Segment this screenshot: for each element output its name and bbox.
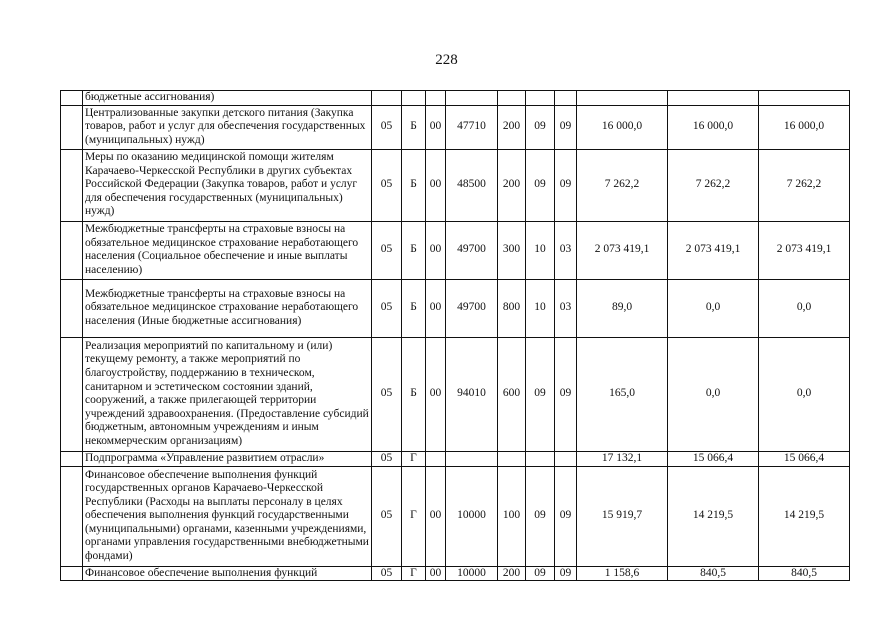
section-cell: 10 xyxy=(526,279,555,337)
description-cell: Реализация мероприятий по капитальному и (или) текущему ремонту, а также мероприятий по благоустройству, поддержанию в техническом, санитарном и эстетическом состоянии зданий, сооружений, а также прилегающей территории учреждений здравоохранения. (Предоставление субсидий бюджетным, автономным учреждениям и иным некоммерческим организациям) xyxy=(83,337,372,451)
direction-code-cell xyxy=(426,91,446,106)
row-number-cell xyxy=(61,337,83,451)
expense-type-cell: 100 xyxy=(498,466,526,566)
amount-year1-cell: 1 158,6 xyxy=(577,566,668,581)
amount-year2-cell: 7 262,2 xyxy=(668,149,759,221)
amount-year1-cell: 165,0 xyxy=(577,337,668,451)
row-number-cell xyxy=(61,566,83,581)
amount-year2-cell xyxy=(668,91,759,106)
amount-year1-cell: 2 073 419,1 xyxy=(577,221,668,279)
target-code-cell: 94010 xyxy=(446,337,498,451)
amount-year2-cell: 14 219,5 xyxy=(668,466,759,566)
subprogram-code-cell: Б xyxy=(402,105,426,149)
description-cell: бюджетные ассигнования) xyxy=(83,91,372,106)
target-code-cell: 48500 xyxy=(446,149,498,221)
amount-year2-cell: 15 066,4 xyxy=(668,451,759,466)
subprogram-code-cell: Б xyxy=(402,221,426,279)
direction-code-cell: 00 xyxy=(426,149,446,221)
direction-code-cell: 00 xyxy=(426,566,446,581)
table-row xyxy=(61,337,850,451)
amount-year1-cell xyxy=(577,91,668,106)
row-number-cell xyxy=(61,105,83,149)
subprogram-code-cell xyxy=(402,91,426,106)
amount-year2-cell: 840,5 xyxy=(668,566,759,581)
program-code-cell: 05 xyxy=(372,466,402,566)
program-code-cell: 05 xyxy=(372,566,402,581)
target-code-cell: 10000 xyxy=(446,566,498,581)
row-number-cell xyxy=(61,91,83,106)
table-row xyxy=(61,105,850,149)
amount-year3-cell: 2 073 419,1 xyxy=(759,221,850,279)
subsection-cell: 09 xyxy=(555,337,577,451)
subprogram-code-cell: Б xyxy=(402,149,426,221)
description-cell: Межбюджетные трансферты на страховые взносы на обязательное медицинское страхование неработающего населения (Иные бюджетные ассигнования) xyxy=(83,279,372,337)
amount-year2-cell: 0,0 xyxy=(668,279,759,337)
amount-year1-cell: 89,0 xyxy=(577,279,668,337)
section-cell: 09 xyxy=(526,337,555,451)
description-cell: Меры по оказанию медицинской помощи жителям Карачаево-Черкесской Республики в других субъектах Российской Федерации (Закупка товаров, работ и услуг для обеспечения государственных (муниципальных) нужд) xyxy=(83,149,372,221)
table-row xyxy=(61,149,850,221)
program-code-cell: 05 xyxy=(372,105,402,149)
subsection-cell: 09 xyxy=(555,105,577,149)
amount-year2-cell: 0,0 xyxy=(668,337,759,451)
amount-year3-cell xyxy=(759,91,850,106)
expense-type-cell: 600 xyxy=(498,337,526,451)
amount-year3-cell: 0,0 xyxy=(759,337,850,451)
section-cell xyxy=(526,451,555,466)
section-cell: 09 xyxy=(526,566,555,581)
subsection-cell xyxy=(555,451,577,466)
row-number-cell xyxy=(61,451,83,466)
target-code-cell: 47710 xyxy=(446,105,498,149)
amount-year3-cell: 15 066,4 xyxy=(759,451,850,466)
program-code-cell: 05 xyxy=(372,279,402,337)
table-row xyxy=(61,91,850,106)
section-cell: 09 xyxy=(526,105,555,149)
amount-year3-cell: 7 262,2 xyxy=(759,149,850,221)
table-row xyxy=(61,451,850,466)
program-code-cell: 05 xyxy=(372,451,402,466)
target-code-cell: 49700 xyxy=(446,221,498,279)
expense-type-cell: 800 xyxy=(498,279,526,337)
amount-year2-cell: 16 000,0 xyxy=(668,105,759,149)
subsection-cell xyxy=(555,91,577,106)
page-number: 228 xyxy=(435,52,458,68)
target-code-cell: 49700 xyxy=(446,279,498,337)
program-code-cell: 05 xyxy=(372,221,402,279)
expense-type-cell: 200 xyxy=(498,105,526,149)
program-code-cell: 05 xyxy=(372,149,402,221)
section-cell: 09 xyxy=(526,149,555,221)
direction-code-cell: 00 xyxy=(426,221,446,279)
expense-type-cell: 200 xyxy=(498,149,526,221)
row-number-cell xyxy=(61,221,83,279)
amount-year3-cell: 16 000,0 xyxy=(759,105,850,149)
budget-table xyxy=(60,90,850,581)
table-row xyxy=(61,279,850,337)
direction-code-cell: 00 xyxy=(426,105,446,149)
row-number-cell xyxy=(61,466,83,566)
expense-type-cell: 200 xyxy=(498,566,526,581)
amount-year3-cell: 0,0 xyxy=(759,279,850,337)
subsection-cell: 09 xyxy=(555,149,577,221)
subprogram-code-cell: Г xyxy=(402,451,426,466)
table-row xyxy=(61,466,850,566)
table-row xyxy=(61,566,850,581)
description-cell: Финансовое обеспечение выполнения функций государственных органов Карачаево-Черкесской Республики (Расходы на выплаты персоналу в целях обеспечения выполнения функций государственными (муниципальными) органами, казенными учреждениями, органами управления государственными внебюджетными фондами) xyxy=(83,466,372,566)
program-code-cell xyxy=(372,91,402,106)
target-code-cell: 10000 xyxy=(446,466,498,566)
target-code-cell xyxy=(446,451,498,466)
subsection-cell: 03 xyxy=(555,279,577,337)
description-cell: Подпрограмма «Управление развитием отрасли» xyxy=(83,451,372,466)
subprogram-code-cell: Г xyxy=(402,466,426,566)
direction-code-cell xyxy=(426,451,446,466)
row-number-cell xyxy=(61,279,83,337)
description-cell: Межбюджетные трансферты на страховые взносы на обязательное медицинское страхование неработающего населения (Социальное обеспечение и иные выплаты населению) xyxy=(83,221,372,279)
amount-year2-cell: 2 073 419,1 xyxy=(668,221,759,279)
subprogram-code-cell: Г xyxy=(402,566,426,581)
target-code-cell xyxy=(446,91,498,106)
amount-year1-cell: 15 919,7 xyxy=(577,466,668,566)
direction-code-cell: 00 xyxy=(426,466,446,566)
description-cell: Финансовое обеспечение выполнения функций xyxy=(83,566,372,581)
subsection-cell: 09 xyxy=(555,566,577,581)
program-code-cell: 05 xyxy=(372,337,402,451)
section-cell: 09 xyxy=(526,466,555,566)
subprogram-code-cell: Б xyxy=(402,279,426,337)
expense-type-cell xyxy=(498,91,526,106)
direction-code-cell: 00 xyxy=(426,337,446,451)
expense-type-cell xyxy=(498,451,526,466)
amount-year1-cell: 16 000,0 xyxy=(577,105,668,149)
subprogram-code-cell: Б xyxy=(402,337,426,451)
subsection-cell: 03 xyxy=(555,221,577,279)
subsection-cell: 09 xyxy=(555,466,577,566)
amount-year1-cell: 7 262,2 xyxy=(577,149,668,221)
table-row xyxy=(61,221,850,279)
amount-year3-cell: 840,5 xyxy=(759,566,850,581)
amount-year1-cell: 17 132,1 xyxy=(577,451,668,466)
row-number-cell xyxy=(61,149,83,221)
amount-year3-cell: 14 219,5 xyxy=(759,466,850,566)
direction-code-cell: 00 xyxy=(426,279,446,337)
description-cell: Централизованные закупки детского питания (Закупка товаров, работ и услуг для обеспечения государственных (муниципальных) нужд) xyxy=(83,105,372,149)
section-cell xyxy=(526,91,555,106)
expense-type-cell: 300 xyxy=(498,221,526,279)
section-cell: 10 xyxy=(526,221,555,279)
